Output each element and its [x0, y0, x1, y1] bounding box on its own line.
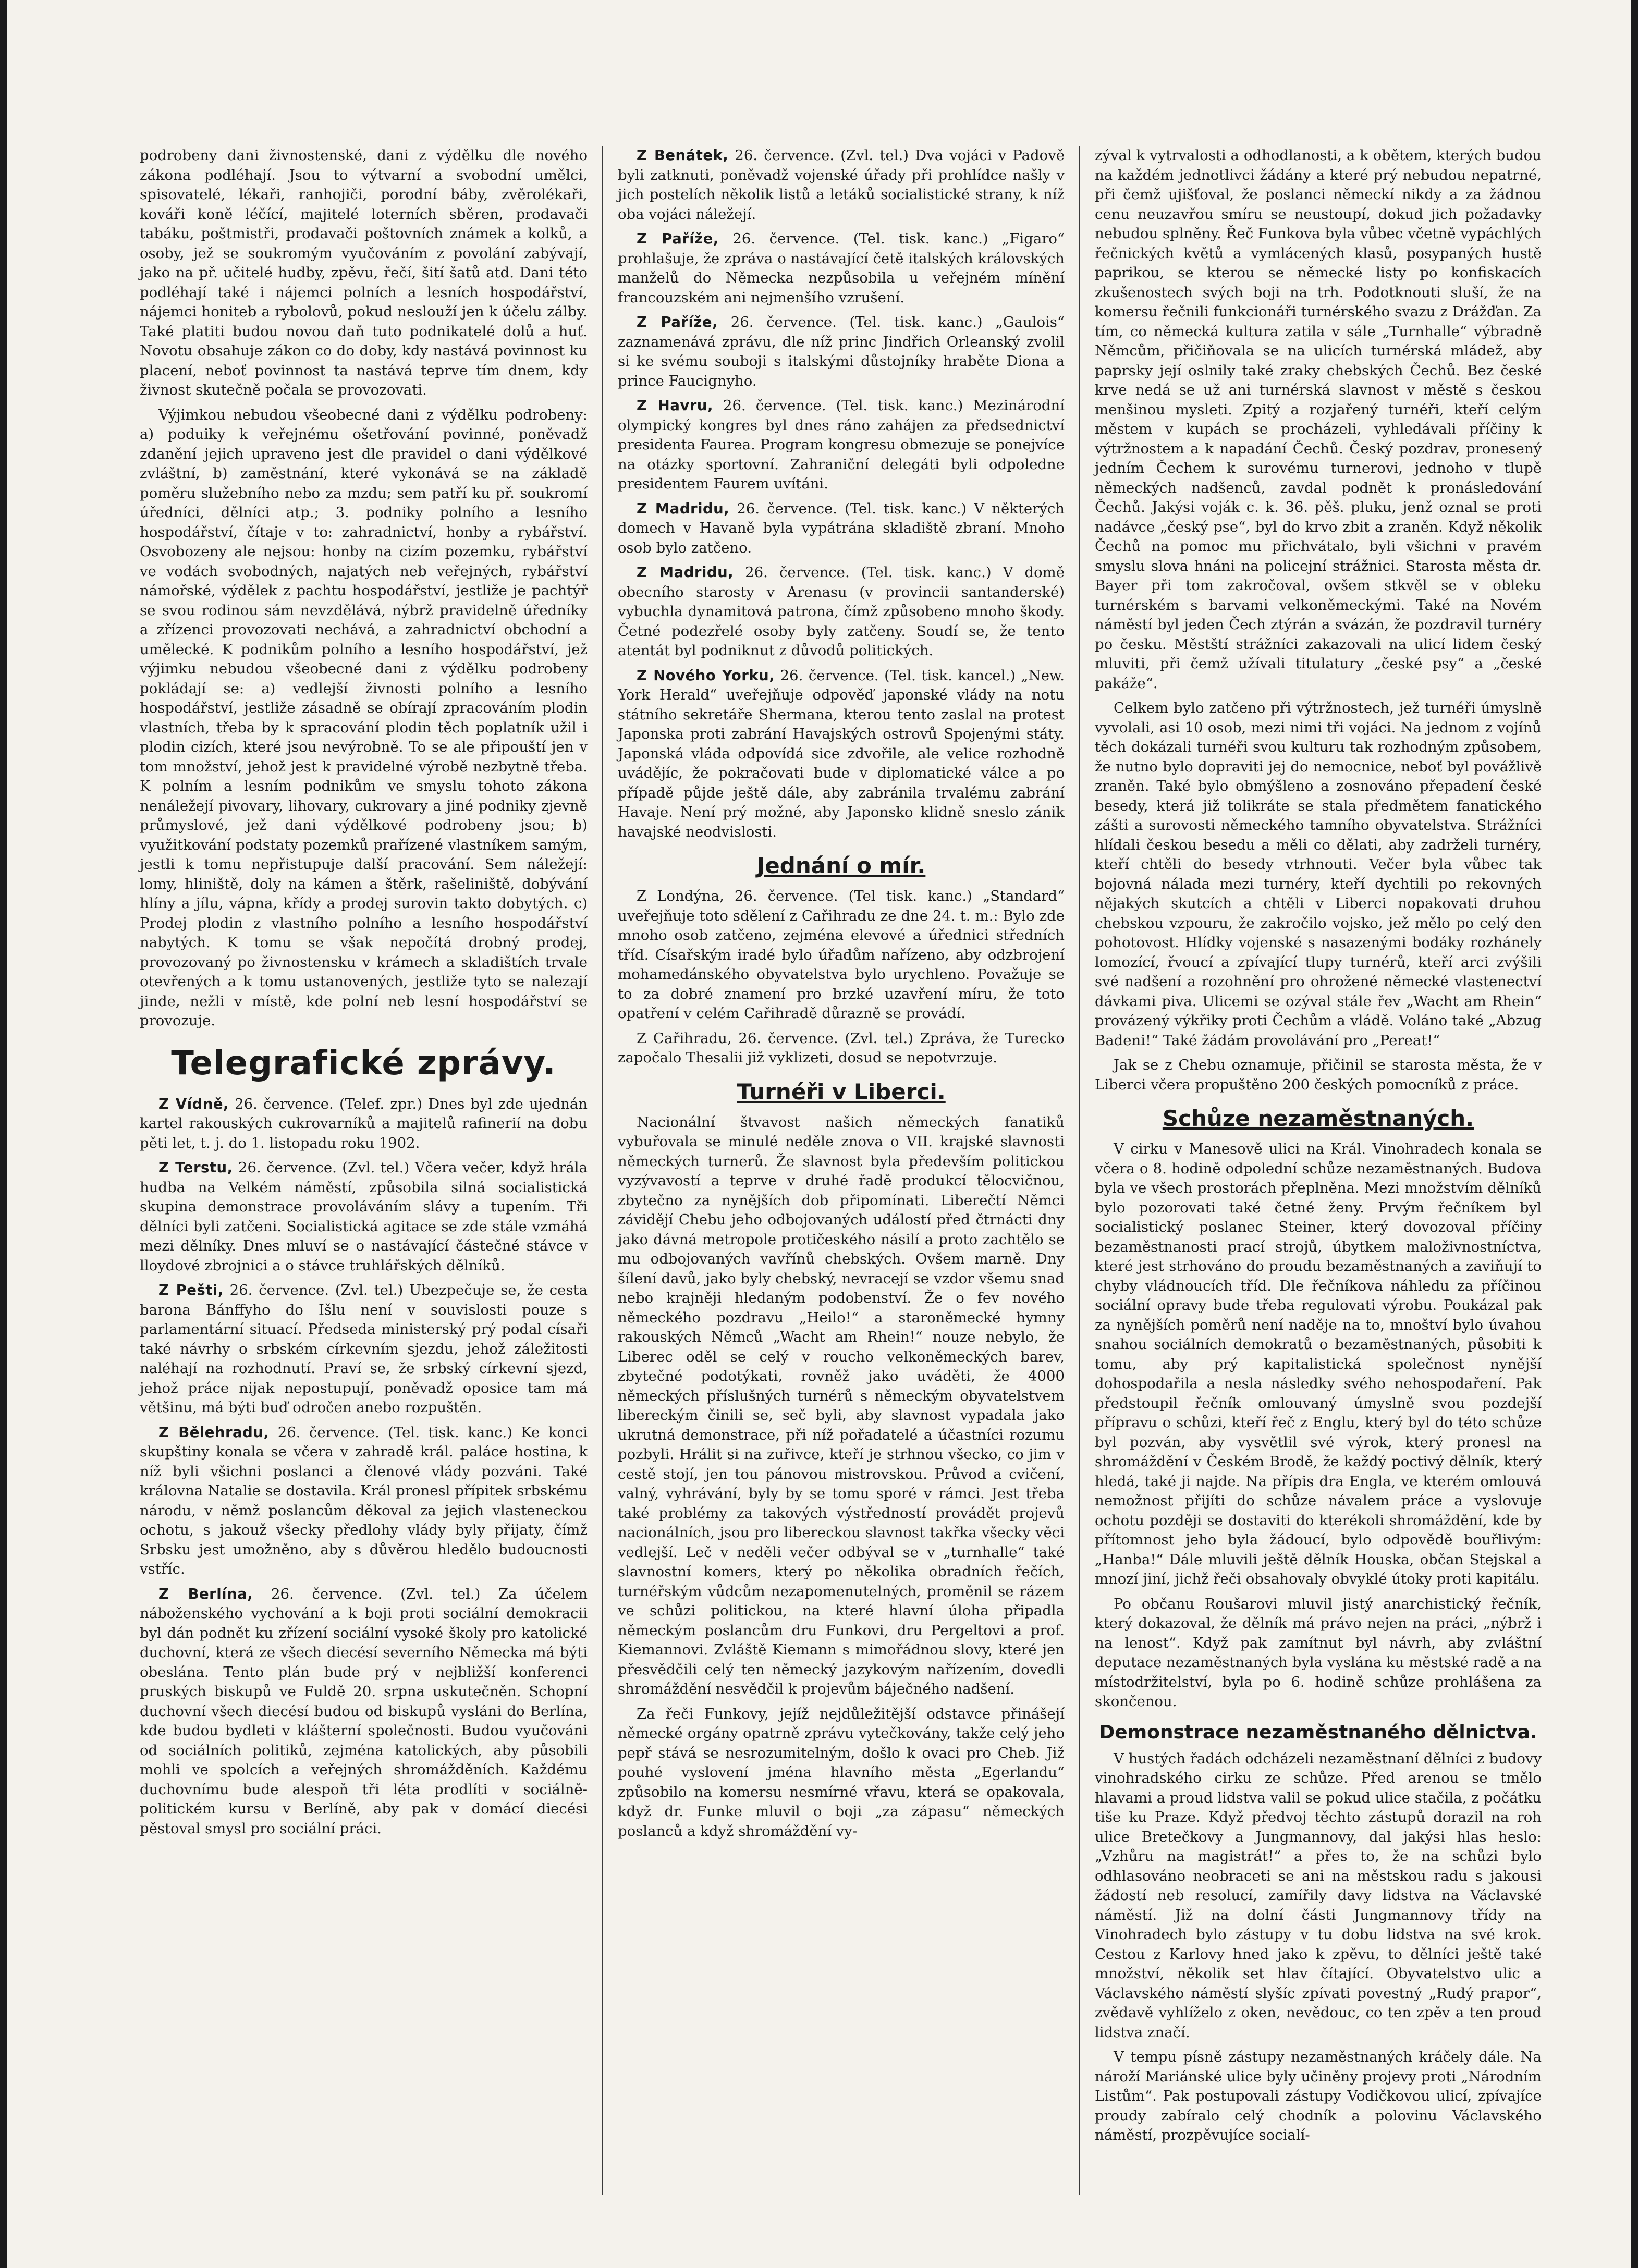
report-text: 26. července. (Tel. tisk. kanc.) V domě obecního starosty v Arenasu (v provincii santanderské) vybuchla dynamitová patrona, čímž způsobeno mnoho škody. Četné podezřelé osoby byly zatčeny. Soudí se, že tento atentát byl podniknut z důvodů politických.	[618, 564, 1065, 659]
report-text: 26. července. (Tel. tisk. kanc.) V některých domech v Havaně byla vypátrána skladiště zbraní. Mnoho osob bylo zatčeno.	[618, 500, 1065, 556]
report-place: Z Bělehradu,	[158, 1424, 270, 1441]
paragraph: Po občanu Roušarovi mluvil jistý anarchistický řečník, který dokazoval, že dělník má právo nejen na práci, „nýbrž i na lenost“. Když pak zamítnut byl návrh, aby zvláštní deputace nezaměstnaných byla vyslána ku městské radě a na místodržitelství, byla po 6. hodině schůze prohlášena za skončenou.	[1095, 1595, 1542, 1710]
report-paragraph	[140, 1095, 588, 1154]
report-place: Z Pešti,	[158, 1282, 224, 1298]
subsection-title: Turnéři v Liberci.	[737, 1078, 946, 1105]
paragraph: Z Cařihradu, 26. července. (Zvl. tel.) Zpráva, že Turecko započalo Thesalii již vyklizeti, dosud se nepotvrzuje.	[618, 1029, 1065, 1066]
subsection-title: Demonstrace nezaměstnaného dělnictva.	[1099, 1721, 1537, 1743]
paragraph: V tempu písně zástupy nezaměstnaných kráčely dále. Na nároží Mariánské ulice byly učiněny projevy proti „Národním Listům“. Pak postupovali zástupy Vodičkovou ulicí, zpívajíce proudy zabíralo celý chodník a polovinu Václavského náměstí, prozpěvujíce socialí-	[1095, 2049, 1542, 2143]
report-place: Z Madridu,	[637, 564, 734, 581]
paragraph: Výjimkou nebudou všeobecné dani z výdělku podrobeny: a) poduiky k veřejnému ošetřování povinné, poněvadž zdanění jejich upraveno jest dle pravidel o dani výdělkové zvláštní, b) zaměstnání, které vykonává se na základě poměru služebního nebo za mzdu; sem patří ku př. soukromí úředníci, dělníci atp.; 3. podniky polního a lesního hospodářství, čítaje v to: zahradnictví, honby a rybářství. Osvobozeny ale nejsou: honby na cizím pozemku, rybářství ve vodách svobodných, najatých neb veřejných, rybářství námořské, výdělek z pachtu hospodářství, jestliže je pachtýř se svou rodinou sám nevzdělává, nýbrž pravidelně úředníky a zřízenci provozovati nechává, a zahradnictví obchodní a umělecké. K podnikům polního a lesního hospodářství, jež výjimku nebudou všeobecné dani z výdělku podrobeny pokládají se: a) vedlejší živnosti polního a lesního hospodářství, jestliže zásadně se obírají zpracováním plodin vlastních, třeba by k spracování plodin těch poplatník užil i plodin cizích, které jsou nevýrobně. To se ale připouští jen v tom množství, jehož jest k pravidelné výrobě nezbytně třeba. K polním a lesním podnikům ve smyslu tohoto zákona nenáležejí pivovary, lihovary, cukrovary a jiné podniky zjevně průmyslové, jež dani výdělkové podrobeny jsou; b) využitkování podstaty pozemků prařízené vlastníkem samým, jestli k tomu nepřistupuje další pracování. Sem náležejí: lomy, hliniště, doly na kámen a štěrk, rašeliniště, dobývání hlíny a jílu, vápna, křídy a prodej surovin takto dobytých. c) Prodej plodin z vlastního polního a lesního hospodářství nabytých. K tomu se však nepočítá drobný prodej, provozovaný po živnostensku v krámech a skladištích trvale otevřených a k tomu ustanovených, jestliže tyto se nalezají jinde, nežli v místě, kde polní neb lesní hospodářství se provozuje.	[140, 406, 588, 1029]
report-place: Z Benátek,	[637, 147, 729, 164]
column-1	[125, 146, 602, 2195]
report-text: 26. července. (Tel. tisk. kanc.) Ke konci skupštiny konala se včera v zahradě král. paláce hostina, k níž byli všichni poslanci a členové vlády pozváni. Také královna Natalie se dostavila. Král pronesl přípitek srbskému národu, v němž poslancům děkoval za jejich vlasteneckou ochotu, s jakouž všecky předlohy vlády byly přijaty, čímž Srbsku jest umožněno, aby s důvěrou hledělo budoucnosti vstříc.	[140, 1424, 588, 1577]
report-text: 26. července. (Telef. zpr.) Dnes byl zde ujednán kartel rakouských cukrovarníků a majitelů rafinerií na dobu pěti let, t. j. do 1. listopadu roku 1902.	[140, 1095, 588, 1151]
report-text: 26. července. (Tel. tisk. kanc.) „Gaulois“ zaznamenává zprávu, dle níž princ Jindřich Orleanský zvolil si ke svému souboji s italskými důstojníky hraběte Diona a prince Faucignyho.	[618, 314, 1065, 389]
report-paragraph	[618, 563, 1065, 661]
report-place: Z Vídně,	[158, 1095, 229, 1112]
report-text: 26. července. (Tel. tisk. kanc.) „Figaro“ prohlašuje, že zpráva o nastávající četě italských královských manželů do Německa nezpůsobila u veřejném mínění francouzském ani nejmenšího vzrušení.	[618, 230, 1065, 306]
paragraph: Nacionální štvavost našich německých fanatiků vybuřovala se minulé neděle znova o VII. krajské slavnosti německých turnerů. Že slavnost byla především politickou vyzývavostí a teprve v druhé řadě produkcí tělocvičnou, zbytečno za nynějších dob připomínati. Liberečtí Němci závidějí Chebu jeho odbojovaných událostí před čtrnácti dny jako dávná metropole protičeského násilí a proto zachtělo se mu odbojovaných vavřínů chebských. Ovšem marně. Dny šílení davů, jako byly chebský, nevracejí se vzdor všemu snad nebo krajněji hledaným podobenství. Že o fev nového německého pozdravu „Heilo!“ a staroněmecké hymny rakouských Němců „Wacht am Rhein!“ nouze nebylo, že Liberec oděl se celý v roucho velkoněmeckých barev, zbytečné podotýkati, rovněž jako uváděti, že 4000 německých příslušných turnérů s německým obyvatelstvem libereckým činili se, seč byli, aby slavnost vypadala jako ukrutná demonstrace, při níž pořadatelé a účastníci rozumu pozbyli. Hrálit si na zuřivce, kteří je strhnou všecko, co jim v cestě stojí, jen tou pánovou mistrovskou. Průvod a cvičení, valný, vyhrávání, byly by se tomu sporé v rámci. Jest třeba také problémy za takových výstředností provádět projevů nacionálních, jsou pro libereckou slavnost takřka všecky věci vedlejší. Leč v neděli večer odbýval se v „turnhalle“ také slavnostní komers, který po několika obradních řečích, turnéřským vůdcům nezapomenutelných, proměnil se rázem ve schůzi politickou, na které hlavní úloha připadla německým poslancům dru Funkovi, dru Pergeltovi a prof. Kiemannovi. Zvláště Kiemann s mimořádnou slovy, které jen přesvědčili celý ten německý jazykovým nařízením, dovedli shromáždění nesvědčil k projevům báječného nadšení.	[618, 1113, 1065, 1697]
report-place: Z Nového Yorku,	[637, 667, 775, 684]
report-place: Z Havru,	[637, 397, 713, 414]
paragraph: V hustých řadách odcházeli nezaměstnaní dělníci z budovy vinohradského cirku ze schůze. Před arenou se tmělo hlavami a proud lidstva valil se pokud ulice stačila, z počátku tiše ku Praze. Když předvoj těchto zástupů dorazil na roh ulice Bretečkovy a Jungmannovy, dal jakýsi hlas heslo: „Vzhůru na magistrát!“ a přes to, že na schůzi bylo odhlasováno neobraceti se ani na městskou radu s jakousi žádostí neb resolucí, zamířily davy lidstva na Václavské náměstí. Již na dolní části Jungmannovy třídy na Vinohradech bylo zástupy v tu dobu lidstva na své krok. Cestou z Karlovy hned jako k zpěvu, to dělníci ještě také množství, několik set hlav čítající. Obyvatelstvo ulic a Václavského náměstí slyšíc zpívati povestný „Rudý prapor“, zvědavě vyhlíželo z oken, nevědouc, co ten zpěv a ten proud lidstva značí.	[1095, 1750, 1542, 2041]
report-text: 26. července. (Zvl. tel.) Ubezpečuje se, že cesta barona Bánffyho do Išlu není v souvislosti pouze s parlamentární situací. Předseda ministerský prý podal císaři také návrhy o srbském církevním sjezdu, jehož záležitosti naléhají na rozhodnutí. Praví se, že srbský církevní sjezd, jehož práce nijak nepostupují, poněvadž oposice tam má většinu, má býti buď odročen anebo rozpuštěn.	[140, 1282, 588, 1416]
paragraph: Z Londýna, 26. července. (Tel tisk. kanc.) „Standard“ uveřejňuje toto sdělení z Cařihradu ze dne 24. t. m.: Bylo zde mnoho osob zatčeno, zejména elevové a úřednici středních tříd. Císařským iradé bylo úřadům nařízeno, aby odzbrojení mohamedánského obyvatelstva bylo urychleno. Považuje se to za dobré znamení pro brzké uzavření míru, že toto opatření v celém Cařihradě důrazně se provádí.	[618, 888, 1065, 1022]
subsection-title: Schůze nezaměstnaných.	[1162, 1106, 1474, 1131]
report-paragraph	[618, 313, 1065, 391]
subsection-title: Jednání o mír.	[756, 853, 926, 878]
report-text: 26. července. (Zvl. tel.) Včera večer, když hrála hudba na Velkém náměstí, způsobila silná socialistická skupina demonstrace provoláváním slávy a tupením. Tři dělníci byli zatčeni. Socialistická agitace se zde stále vzmáhá mezi dělníky. Dnes mluví se o nastávající částečné stávce v lloydové zbrojnici a o stávce truhlářských dělníků.	[140, 1159, 588, 1274]
report-text: 26. července. (Zvl. tel.) Dva vojáci v Padově byli zatknuti, poněvadž vojenské úřady při prohlídce našly v jich postelích několik listů a letáků socialistické strany, k níž oba vojáci náležejí.	[618, 147, 1065, 223]
report-place: Z Terstu,	[158, 1159, 233, 1176]
column-2	[602, 146, 1079, 2195]
report-paragraph	[140, 1158, 588, 1276]
column-3	[1079, 146, 1556, 2195]
paragraph: Za řeči Funkovy, jejíž nejdůležitější odstavce přinášejí německé orgány opatrně zprávu vytečkovány, takže celý jeho pepř stává se nesrozumitelným, došlo k ovaci pro Cheb. Již pouhé vyslovení jména hlavního města „Egerlandu“ způsobilo na komersu nesmírné vřavu, která se opakovala, když dr. Funke mluvil o boji „za zápasu“ německých poslanců a když shromáždění vy-	[618, 1705, 1065, 1840]
scan-border-right	[1631, 0, 1638, 2268]
text-columns	[125, 146, 1556, 2195]
report-paragraph	[618, 396, 1065, 494]
report-text: 26. července. (Tel. tisk. kancel.) „New. York Herald“ uveřejňuje odpověď japonské vlády na notu státního sekretáře Shermana, kterou tento zaslal na protest Japonska proti zabrání Havajských ostrovů Spojenými státy. Japonská vláda odpovídá sice zdvořile, ale velice rozhodně uvádějíc, že pokračovati bude v diplomatické válce a po případě půjde ještě dále, aby zabránila trvalému zabrání Havaje. Není prý možné, aby Japonsko klidně sneslo zánik havajské neodvislosti.	[618, 667, 1065, 840]
paragraph: zýval k vytrvalosti a odhodlanosti, a k obětem, kterých budou na každém jednotlivci žádány a které prý nebudou nepatrné, při čemž ujišťoval, že poslanci německí nikdy a za žádnou cenu neuzavřou smíru se neustoupí, dokud jich požadavky nebudou splněny. Řeč Funkova byla vůbec včetně vypáchlých řečnických květů a vymlácených klasů, posypaných hustě paprikou, se kterou se německé listy po konfiskacích zkušenostech svých boji na trh. Podotknouti sluší, že na komersu řečnili funkcionáři turnérského svazu z Drážďan. Za tím, co německá kultura zatila v sále „Turnhalle“ výbradně Němcům, přičiňovala se na ulicích turnérská mládež, aby paprsky její oslnily také zraky chebských Čechů. Bez české krve nedá se už ani turnérská slavnost v městě s českou menšinou mysleti. Zpitý a rozjařený turnéři, kteří celým městem v kupách se procházeli, vyhledávali příčiny k výtržnostem a k napadání Čechů. Český pozdrav, pronesený jedním Čechem k surovému turnerovi, jednoho v tlupě německých nadšenců, zavdal podnět k pronásledování Čechů. Jakýsi voják c. k. 36. pěš. pluku, jenž oznal se proti nadávce „český pse“, byl do krvo zbit a zraněn. Když několik Čechů na pomoc mu přichvátalo, byli všichni v pravém smyslu slova hnáni na policejní strážnici. Starosta města dr. Bayer při tom zakročoval, ovšem stkvěl se v obleku turnérském s barvami velkoněmeckými. Také na Novém náměstí byl jeden Čech ztýrán a svázán, že pozdravil turnéry po česku. Městští strážníci zakazovali na ulicí lidem český mluviti, při čemž užívali titulatury „české psy“ a „české pakáže“.	[1095, 147, 1542, 692]
report-paragraph	[618, 666, 1065, 842]
paragraph: V cirku v Manesově ulici na Král. Vinohradech konala se včera o 8. hodině odpolední schůze nezaměstnaných. Budova byla ve všech prostorách přeplněna. Mezi množstvím dělníků bylo pozorovati také četné ženy. Prvým řečníkem byl socialistický poslanec Steiner, který dovozoval příčiny bezaměstnanosti prací strojů, úbytkem maloživnostníctva, které jest strhováno do proudu bezaměstnaných a zaviňují to chyby vládnoucích tříd. Dle řečníkova náhledu za příčinou sociální opravy bude třeba regulovati výrobu. Poukázal pak za nynějších poměrů není naděje na to, mnoštví bylo úvahou snahou sociálních demokratů o bezaměstnaných, působiti k tomu, aby prý kapitalistická společnost nynější dohospodařila a nesla následky svého nehospodaření. Pak předstoupil řečník omlouvaný úmyslně svou pozdejší přípravu o schůzi, kteří řeč z Englu, který byl do této schůze byl pozván, aby vysvětlil své výrok, který pronesl na shromáždění v Českém Brodě, že každý poctivý dělník, který hledá, také ji najde. Na přípis dra Engla, ve kterém omlouvá nemožnost přijíti do schůze návalem práce a vyslovuje ochotu později se dostaviti do kterékoli shromáždění, kde by přítomnost jeho byla žádoucí, bylo odpovědě bouřlivým: „Hanba!“ Dále mluvili ještě dělník Houska, občan Stejskal a mnozí jiní, jichž řeči obsahovaly obvyklé útoky proti kapitálu.	[1095, 1141, 1542, 1587]
report-paragraph	[618, 499, 1065, 558]
report-place: Z Paříže,	[637, 314, 718, 330]
report-paragraph	[140, 1281, 588, 1418]
paragraph: Celkem bylo zatčeno při výtržnostech, jež turnéři úmyslně vyvolali, asi 10 osob, mezi nimi tři vojáci. Na jednom z vojínů těch dokázali turnéři svou kulturu tak rozhodným způsobem, že nutno bylo dopraviti jej do nemocnice, neboť byl povážlivě zraněn. Také bylo obmýšleno a zosnováno přepadení české besedy, která již tolikráte se stala předmětem fanatického zášti a surovosti německého tamního obyvatelstva. Strážníci hlídali českou besedu a měli co dělati, aby zadrželi turnéry, kteří chtěli do besedy vtrhnouti. Večer byla vůbec tak bojovná nálada mezi turnéry, kteří dychtili po rekovných nějakých skutcích a chtěli v Liberci nopakovati druhou chebskou vzpouru, že zakročilo vojsko, jež mělo po celý den pohotovost. Hlídky vojenské s nasazenými bodáky rozhánely lomozící, řvoucí a zpívající tlupy turnérů, kteří arci zvýšili své nadšení a rozohnění pro ohrožené německé vlastenectví dávkami piva. Ulicemi se ozýval stále řev „Wacht am Rhein“ provázený výkřiky proti Čechům a vládě. Voláno také „Abzug Badeni!“ Také žádám provolávání pro „Pereat!“	[1095, 700, 1542, 1049]
report-text: 26. července. (Zvl. tel.) Za účelem náboženského vychování a k boji proti sociální demokracii byl dán podnět ku zřízení sociální vysoké školy pro katolické duchovní, která ze všech diecésí severního Německa má býti obeslána. Tento plán bude prý v nejbližší konferenci pruských biskupů ve Fuldě 20. srpna uskutečněn. Schopní duchovní všech diecésí budou od biskupů vysláni do Berlína, kde budou bydleti v klášterní společnosti. Budou vyučováni od sociálních politiků, zejména katolických, aby působili mohli ve spolcích a veřejných shromážděních. Každému duchovnímu bude alespoň tři léta prodlíti v sociálně-politickém kursu v Berlíně, aby pak v domácí diecési pěstoval smysl pro sociální práci.	[140, 1585, 588, 1837]
paragraph: podrobeny dani živnostenské, dani z výdělku dle nového zákona podléhají. Jsou to výtvarní a svobodní umělci, spisovatelé, lékaři, ranhojiči, porodní báby, zvěrolékaři, kováři koně léčící, majitelé loterních sběren, prodavači tabáku, poštmistři, prodavači poštovních známek a kolků, a osoby, jež se soukromým vyučováním z povolání zabývají, jako na př. učitelé hudby, zpěvu, řečí, šití šatů atd. Dani této podléhají také i nájemci polních a lesních hospodářství, nájemci honiteb a rybolovů, pokud neslouží jen k účelu zálby. Také platiti budou novou daň tuto podnikatelé dolů a huť. Novotu obsahuje zákon co do doby, kdy nastává povinnost ku placení, neboť povinnost ta nastává teprve tím dnem, kdy živnost skutečně počala se provozovati.	[140, 147, 588, 398]
report-place: Z Berlína,	[158, 1585, 253, 1602]
report-paragraph	[618, 146, 1065, 224]
report-text: 26. července. (Tel. tisk. kanc.) Mezinárodní olympický kongres byl dnes ráno zahájen za předsednictví presidenta Faurea. Program kongresu obmezuje se ponejvíce na otázky sportovní. Zahraniční delegáti byli odpoledne presidentem Faurem uvítáni.	[618, 397, 1065, 492]
report-paragraph	[618, 229, 1065, 308]
report-place: Z Paříže,	[637, 230, 719, 247]
section-title: Telegrafické zprávy.	[171, 1044, 556, 1083]
report-paragraph	[140, 1423, 588, 1579]
report-place: Z Madridu,	[637, 500, 730, 517]
report-paragraph	[140, 1585, 588, 1839]
scan-border-left	[0, 0, 7, 2268]
paragraph: Jak se z Chebu oznamuje, přičinil se starosta města, že v Liberci včera propuštěno 200 českých pomocníků z práce.	[1095, 1057, 1542, 1093]
